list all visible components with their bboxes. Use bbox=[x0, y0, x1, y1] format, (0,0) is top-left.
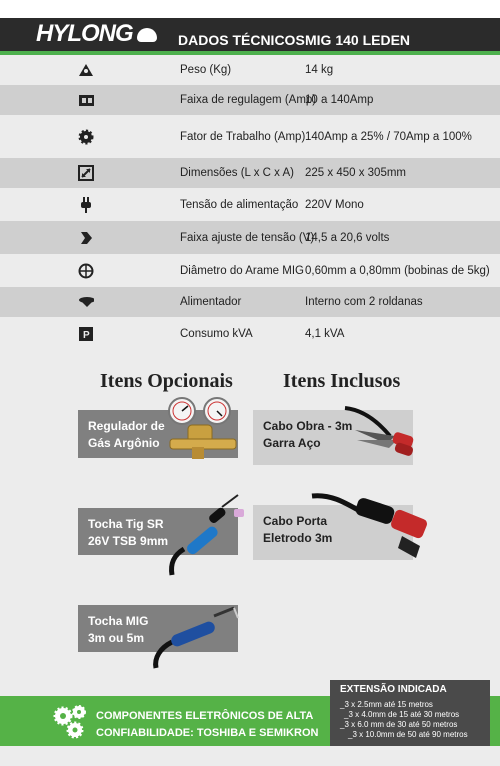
flame-icon bbox=[137, 28, 157, 42]
header-model-label: MIG 140 LEDEN bbox=[305, 32, 411, 48]
gears-icon bbox=[52, 704, 92, 740]
footer-components-text: COMPONENTES ELETRÔNICOS DE ALTA CONFIABILIDADE: TOSHIBA E SEMIKRON bbox=[96, 710, 319, 739]
extension-item: _3 x 2.5mm até 15 metros bbox=[340, 700, 433, 709]
weight-icon bbox=[78, 63, 94, 77]
gear-icon bbox=[78, 130, 94, 144]
optionals-title: Itens Opcionais bbox=[100, 370, 233, 392]
electrode-holder-image bbox=[310, 488, 435, 568]
ground-clamp-image bbox=[335, 400, 420, 465]
included-item-ground-cable: Cabo Obra - 3m Garra Aço bbox=[253, 410, 413, 465]
extension-item: _3 x 4.0mm de 15 até 30 metros bbox=[344, 710, 460, 719]
spec-row-weight: Peso (Kg) 14 kg bbox=[0, 55, 500, 85]
gas-regulator-image bbox=[162, 395, 247, 465]
power-p-icon bbox=[78, 327, 94, 341]
included-title: Itens Inclusos bbox=[283, 370, 401, 392]
spec-row-duty-cycle: Fator de Trabalho (Amp) 140Amp a 25% / 70Amp a 100% bbox=[0, 115, 500, 158]
adjust-range-icon bbox=[78, 93, 94, 107]
spec-row-wire-diameter: Diâmetro do Arame MIG 0,60mm a 0,80mm (bobinas de 5kg) bbox=[0, 254, 500, 287]
brand-logo: HYLONG bbox=[36, 20, 157, 48]
dimensions-icon bbox=[78, 166, 94, 180]
mig-torch-image bbox=[150, 602, 245, 670]
optional-item-gas-regulator: Regulador de Gás Argônio bbox=[78, 410, 238, 458]
optional-item-tig-torch: Tocha Tig SR 26V TSB 9mm bbox=[78, 508, 238, 555]
svg-text:P: P bbox=[83, 329, 90, 341]
spec-row-voltage-range: Faixa ajuste de tensão (V) 14,5 a 20,6 volts bbox=[0, 221, 500, 254]
spec-row-adjust-range: Faixa de regulagem (Amp) 10 a 140Amp bbox=[0, 85, 500, 115]
wire-diameter-icon bbox=[78, 264, 94, 278]
extension-item: _3 x 6.0 mm de 30 até 50 metros bbox=[340, 720, 458, 729]
spec-row-dimensions: Dimensões (L x C x A) 225 x 450 x 305mm bbox=[0, 158, 500, 188]
spec-row-feeder: Alimentador Interno com 2 roldanas bbox=[0, 287, 500, 317]
included-item-electrode-cable: Cabo Porta Eletrodo 3m bbox=[253, 505, 413, 560]
spec-row-power-supply: Tensão de alimentação 220V Mono bbox=[0, 188, 500, 221]
voltage-range-icon bbox=[78, 231, 94, 245]
spec-row-consumption: P Consumo kVA 4,1 kVA bbox=[0, 317, 500, 350]
feeder-icon bbox=[78, 295, 94, 309]
optional-item-mig-torch: Tocha MIG 3m ou 5m bbox=[78, 605, 238, 652]
extension-title: EXTENSÃO INDICADA bbox=[340, 684, 447, 695]
tig-torch-image bbox=[160, 493, 250, 578]
header-specs-label: DADOS TÉCNICOS bbox=[178, 32, 305, 48]
plug-icon bbox=[78, 198, 94, 212]
extension-item: _3 x 10.0mm de 50 até 90 metros bbox=[348, 730, 468, 739]
